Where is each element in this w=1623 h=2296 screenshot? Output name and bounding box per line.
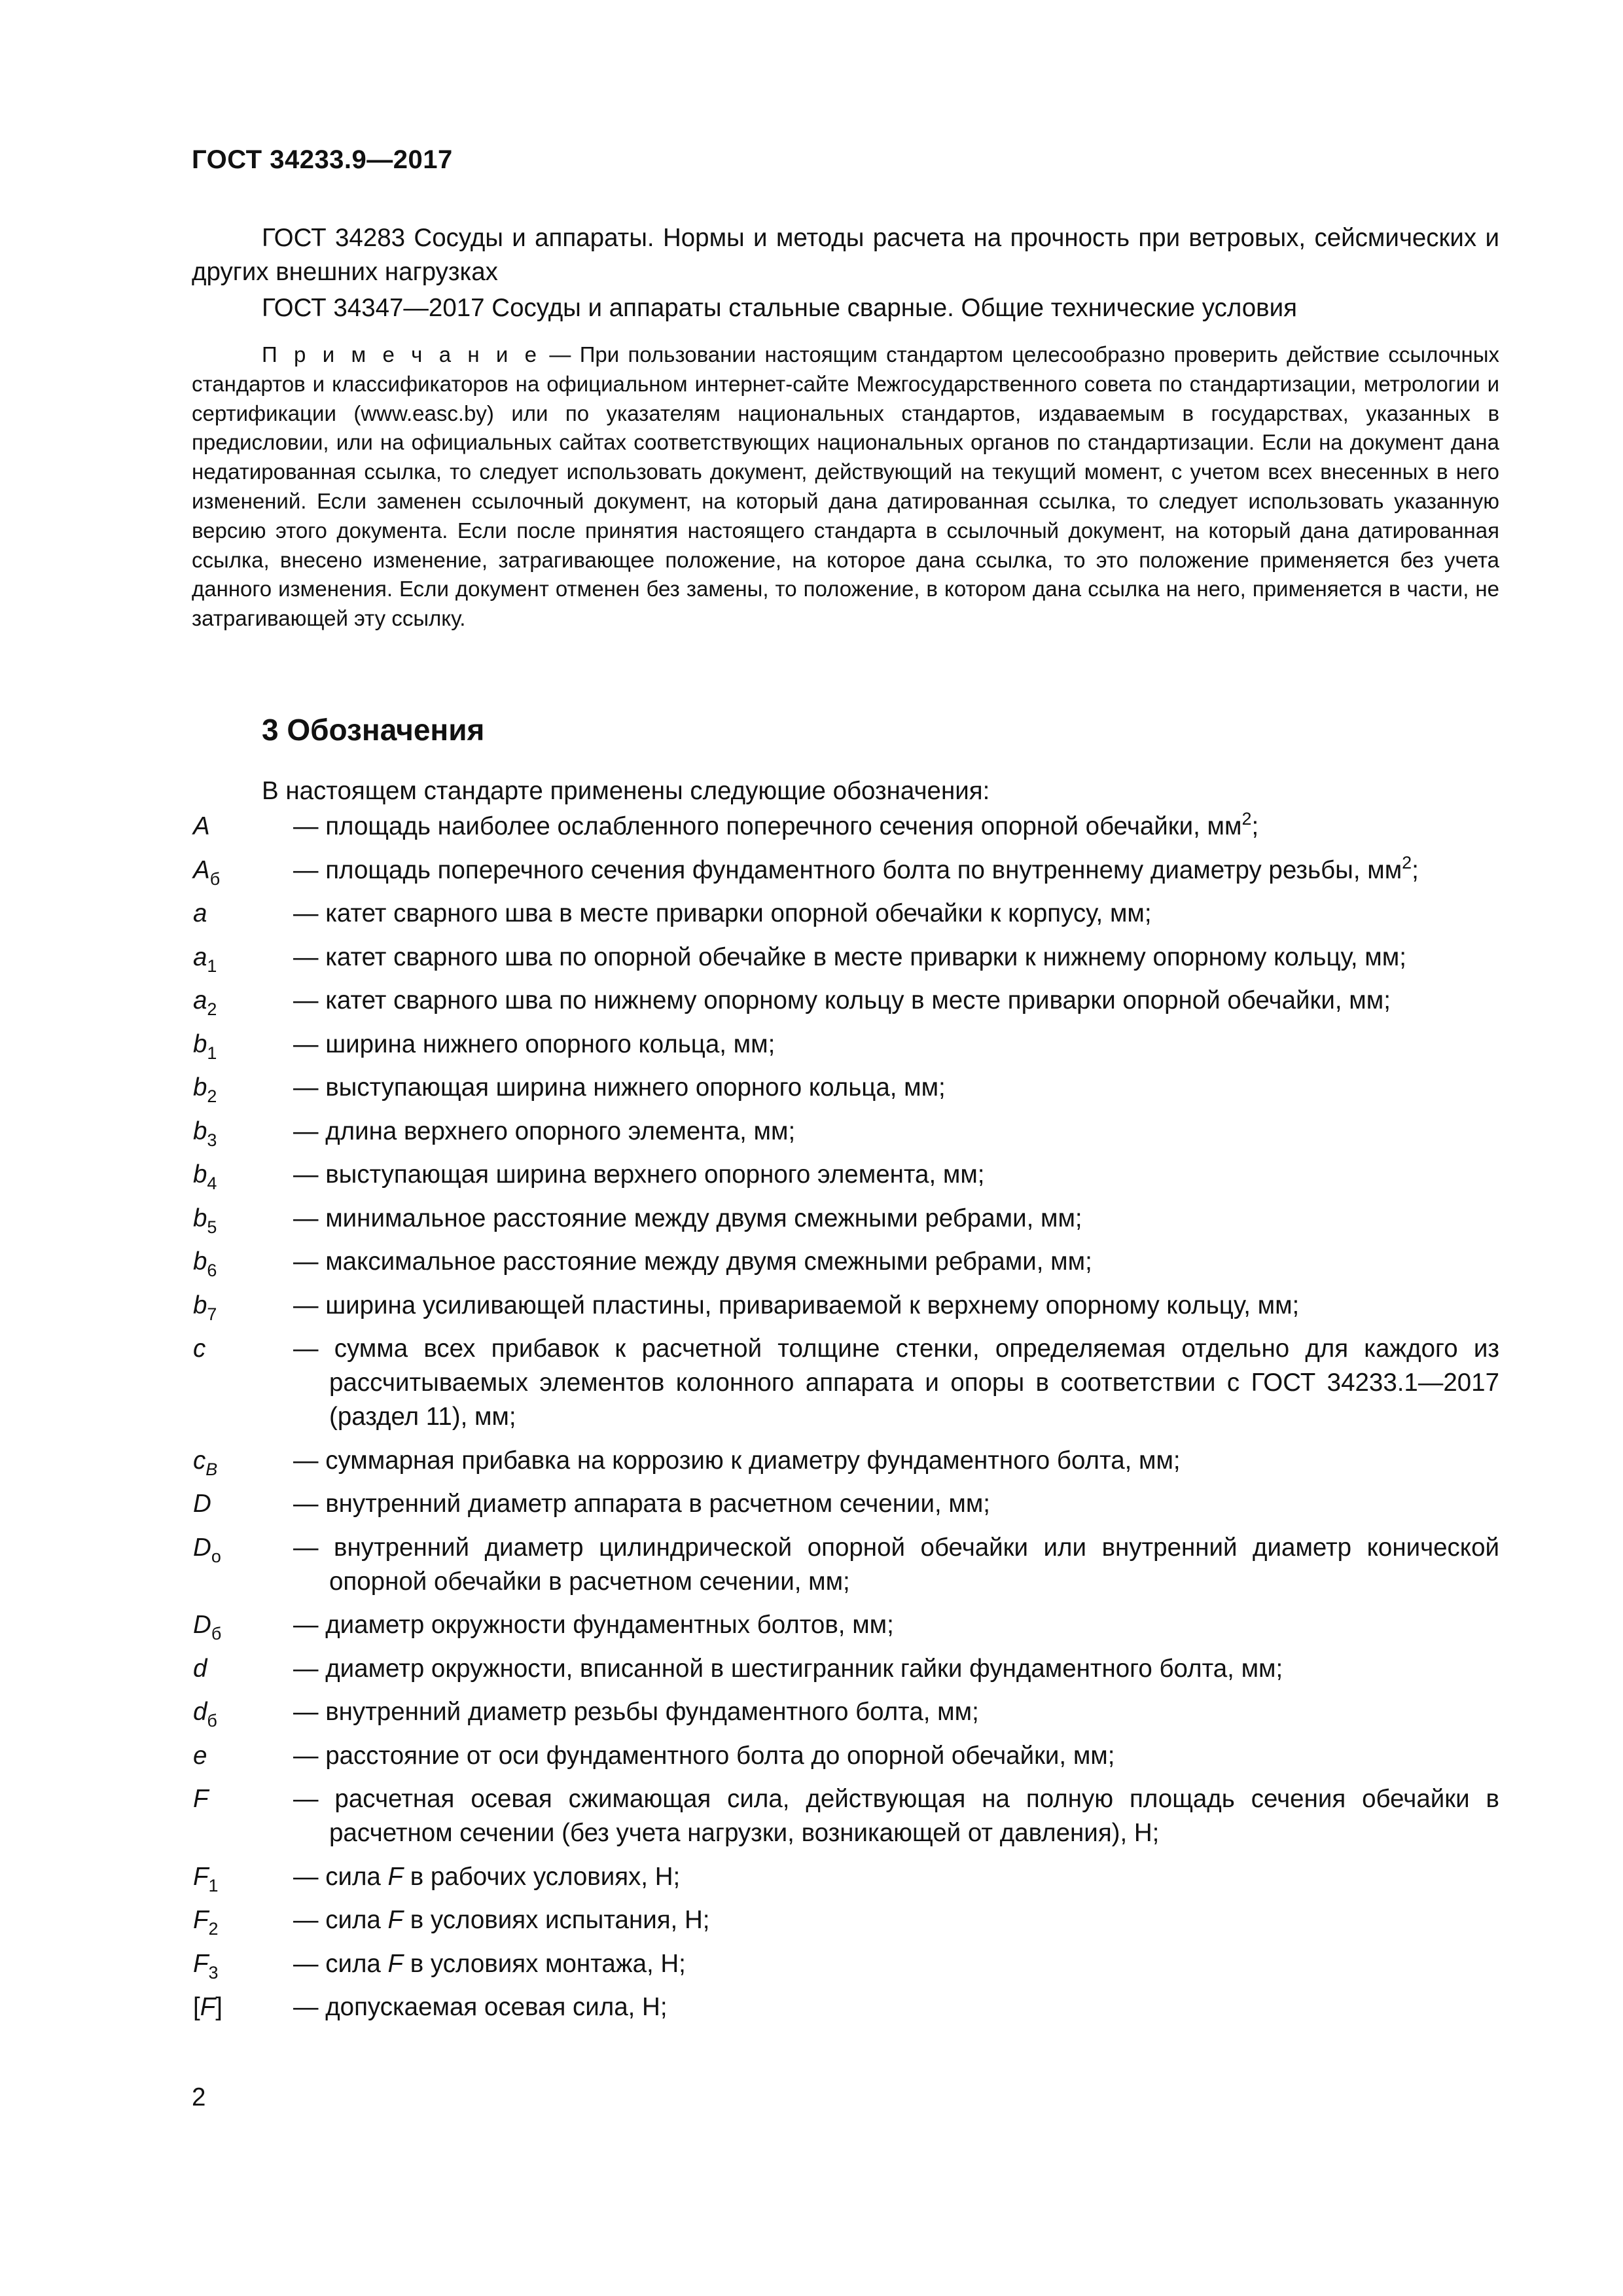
definition-text: — сумма всех прибавок к расчетной толщине стенки, определяемая отдельно для каждого из рассчитываемых элементов колонного аппарата и опоры в соответствии с ГОСТ 34233.1—2017 (раздел 11), мм; — [293, 1335, 1499, 1431]
definition-symbol: F — [193, 1785, 209, 1813]
definition-text: — суммарная прибавка на коррозию к диаметру фундаментного болта, мм; — [293, 1446, 1181, 1475]
definition-row — [192, 984, 1499, 1018]
reference-item: ГОСТ 34283 Сосуды и аппараты. Нормы и методы расчета на прочность при ветровых, сейсмических и других внешних нагрузках — [192, 224, 1499, 286]
definition-text: — катет сварного шва по нижнему опорному кольцу в месте приварки опорной обечайки, мм; — [293, 986, 1391, 1014]
definition-symbol: $b_6$ — [193, 1247, 217, 1281]
definition-text: — катет сварного шва по опорной обечайке в месте приварки к нижнему опорному кольцу, мм; — [293, 942, 1406, 971]
definition-row — [192, 1947, 1499, 1981]
definition-text: — площадь наиболее ослабленного поперечного сечения опорной обечайки, $мм^2$; — [293, 809, 1259, 840]
definition-text: — выступающая ширина верхнего опорного элемента, мм; — [293, 1160, 985, 1189]
definition-symbol: $c_B$ — [193, 1446, 218, 1479]
definition-row — [192, 941, 1499, 975]
definition-text: — расстояние от оси фундаментного болта до опорной обечайки, мм; — [293, 1741, 1115, 1770]
definition-row — [192, 1487, 1499, 1521]
definition-symbol: $b_7$ — [193, 1291, 217, 1324]
definition-symbol: $D_б$ — [193, 1611, 222, 1644]
definition-text: — минимальное расстояние между двумя смежными ребрами, мм; — [293, 1204, 1082, 1232]
definition-text: — внутренний диаметр резьбы фундаментного болта, мм; — [293, 1698, 979, 1726]
definition-text: — диаметр окружности, вписанной в шестигранник гайки фундаментного болта, мм; — [293, 1654, 1283, 1683]
note-paragraph — [192, 340, 1499, 634]
definition-row — [192, 1531, 1499, 1599]
definition-row — [192, 1903, 1499, 1937]
definition-row — [192, 1739, 1499, 1773]
definition-symbol: [F] — [193, 1993, 223, 2021]
definition-row — [192, 1332, 1499, 1434]
definition-row — [192, 897, 1499, 931]
definition-text: — допускаемая осевая сила, Н; — [293, 1993, 668, 2021]
definition-symbol: $b_2$ — [193, 1073, 217, 1107]
definition-row — [192, 1608, 1499, 1642]
definition-row — [192, 1115, 1499, 1149]
definition-symbol: d — [193, 1654, 207, 1683]
definition-text: — сила F в условиях монтажа, Н; — [293, 1949, 686, 1978]
definition-text: — внутренний диаметр аппарата в расчетном сечении, мм; — [293, 1490, 990, 1518]
definition-text: — ширина усиливающей пластины, привариваемой к верхнему опорному кольцу, мм; — [293, 1291, 1300, 1319]
section-intro: В настоящем стандарте применены следующие обозначения: — [262, 777, 990, 805]
definition-text: — расчетная осевая сжимающая сила, действующая на полную площадь сечения обечайки в расчетном сечении (без учета нагрузки, возникающей от давления), Н; — [293, 1785, 1499, 1847]
definition-row — [192, 1652, 1499, 1686]
definition-symbol: $a_2$ — [193, 986, 217, 1020]
definition-text: — максимальное расстояние между двумя смежными ребрами, мм; — [293, 1247, 1092, 1276]
definition-text: — сила F в условиях испытания, Н; — [293, 1906, 710, 1934]
definition-row — [192, 1860, 1499, 1894]
definition-symbol: $b_1$ — [193, 1030, 217, 1063]
document-header: ГОСТ 34233.9—2017 — [192, 145, 453, 174]
definition-row — [192, 1289, 1499, 1323]
definition-row — [192, 1158, 1499, 1192]
definition-symbol: $F_3$ — [193, 1949, 219, 1982]
definition-row — [192, 1245, 1499, 1279]
definition-symbol: $A_б$ — [193, 855, 221, 889]
definition-row — [192, 1782, 1499, 1850]
definition-row — [192, 1695, 1499, 1729]
definitions-list — [192, 810, 1499, 2034]
definition-text: — длина верхнего опорного элемента, мм; — [293, 1117, 796, 1145]
definition-row — [192, 1990, 1499, 2024]
definition-symbol: $b_3$ — [193, 1117, 217, 1150]
definition-text: — внутренний диаметр цилиндрической опорной обечайки или внутренний диаметр конической опорной обечайки в расчетном сечении, мм; — [293, 1533, 1499, 1596]
reference-item: ГОСТ 34347—2017 Сосуды и аппараты стальные сварные. Общие технические условия — [262, 294, 1297, 322]
definition-symbol: D — [193, 1490, 211, 1518]
definition-symbol: $F_2$ — [193, 1906, 219, 1939]
normative-references — [192, 221, 1499, 325]
definition-symbol: $F_1$ — [193, 1862, 219, 1895]
definition-row — [192, 1202, 1499, 1236]
note-label: П р и м е ч а н и е — [262, 342, 541, 367]
definition-symbol: c — [193, 1335, 206, 1363]
definition-row — [192, 1444, 1499, 1478]
definition-symbol: $a_1$ — [193, 942, 217, 976]
page-number: 2 — [192, 2083, 206, 2111]
definition-symbol: A — [193, 812, 210, 840]
note-text: — При пользовании настоящим стандартом целесообразно проверить действие ссылочных стандартов и классификаторов на официальном интернет-сайте Межгосударственного совета по стандартизации, метрологии и сертификации (www.easc.by) или по указателям национальных стандартов, издаваемым в государствах, указанных в предисловии, или на официальных сайтах соответствующих национальных органов по стандартизации. Если на документ дана недатированная ссылка, то следует использовать документ, действующий на текущий момент, с учетом всех внесенных в него изменений. Если заменен ссылочный документ, на который дана датированная ссылка, то следует использовать указанную версию этого документа. Если после принятия настоящего стандарта в ссылочный документ, на который дана датированная ссылка, внесено изменение, затрагивающее положение, на которое дана ссылка, то это положение применяется без учета данного изменения. Если документ отменен без замены, то положение, в котором дана ссылка на него, применяется в части, не затрагивающей эту ссылку. — [192, 342, 1499, 631]
definition-text: — ширина нижнего опорного кольца, мм; — [293, 1030, 776, 1058]
definition-text: — выступающая ширина нижнего опорного кольца, мм; — [293, 1073, 946, 1102]
definition-text: — сила F в рабочих условиях, Н; — [293, 1862, 681, 1891]
section-title: 3 Обозначения — [262, 713, 485, 747]
definition-symbol: $d_б$ — [193, 1698, 217, 1731]
definition-row — [192, 1071, 1499, 1105]
definition-text: — катет сварного шва в месте приварки опорной обечайки к корпусу, мм; — [293, 899, 1152, 927]
definition-symbol: e — [193, 1741, 207, 1770]
definition-symbol: a — [193, 899, 207, 927]
definition-text: — площадь поперечного сечения фундаментного болта по внутреннему диаметру резьбы, $мм^2$; — [293, 852, 1419, 884]
definition-text: — диаметр окружности фундаментных болтов, мм; — [293, 1611, 894, 1639]
definition-symbol: $b_4$ — [193, 1160, 217, 1194]
definition-symbol: $D_о$ — [193, 1533, 221, 1566]
definition-row — [192, 1028, 1499, 1062]
definition-symbol: $b_5$ — [193, 1204, 217, 1237]
definition-row — [192, 810, 1499, 844]
definition-row — [192, 853, 1499, 888]
